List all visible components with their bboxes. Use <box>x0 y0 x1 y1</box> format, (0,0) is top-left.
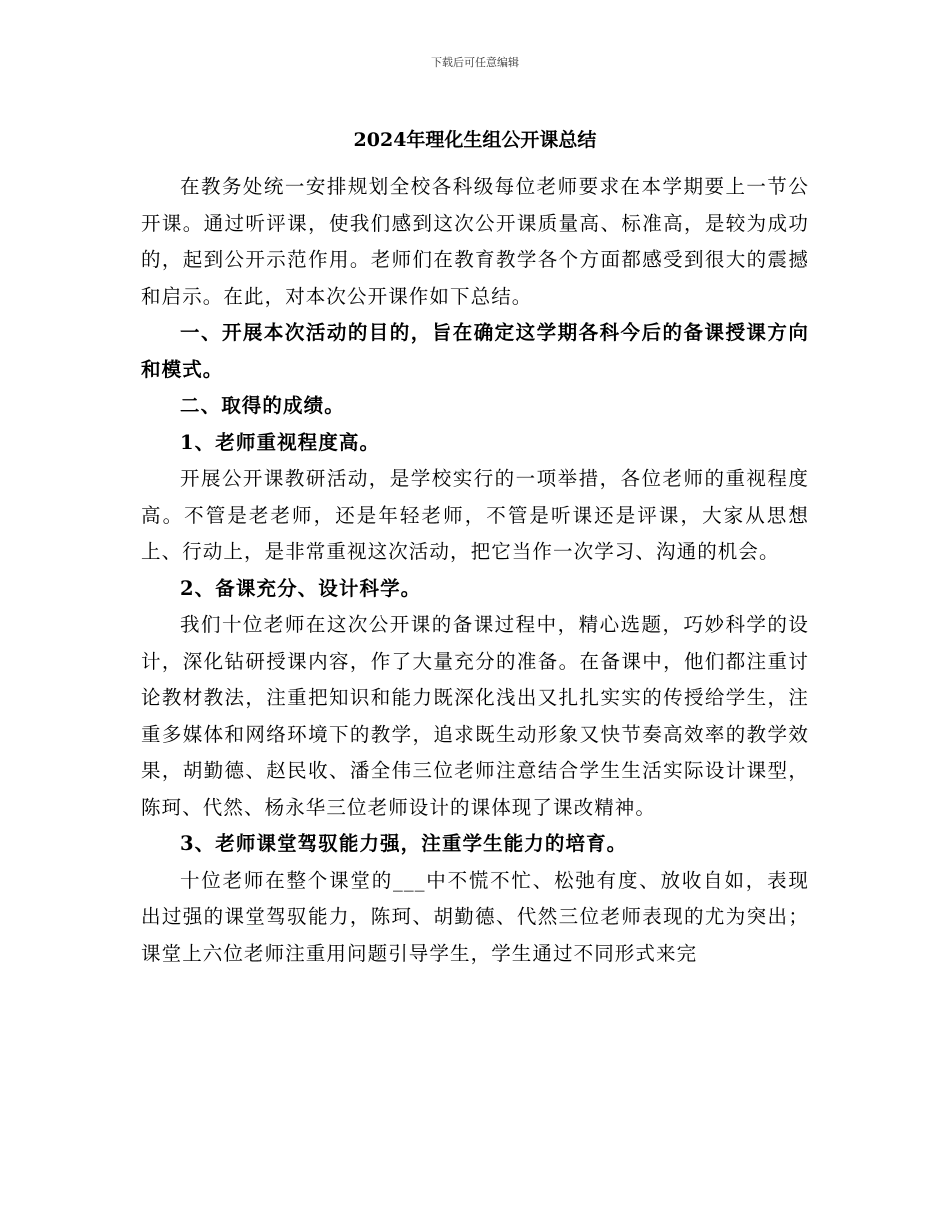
heading-purpose: 一、开展本次活动的目的，旨在确定这学期各科今后的备课授课方向和模式。 <box>141 321 809 381</box>
document-title: 2024年理化生组公开课总结 <box>353 129 597 151</box>
paragraph-intro: 在教务处统一安排规划全校各科级每位老师要求在本学期要上一节公开课。通过听评课，使我们感到这次公开课质量高、标准高，是较为成功的，起到公开示范作用。老师们在教育教学各个方面都感受到很大的震撼和启示。在此，对本次公开课作如下总结。 <box>141 175 809 308</box>
subheading-lesson-preparation: 2、备课充分、设计科学。 <box>180 576 422 600</box>
paragraph-classroom-control: 十位老师在整个课堂的___中不慌不忙、松弛有度、放收自如，表现出过强的课堂驾驭能力，陈珂、胡勤德、代然三位老师表现的尤为突出；课堂上六位老师注重用问题引导学生，学生通过不同形式来完 <box>141 868 809 965</box>
paragraph-teacher-attention: 开展公开课教研活动，是学校实行的一项举措，各位老师的重视程度高。不管是老老师，还是年轻老师，不管是听课还是评课，大家从思想上、行动上，是非常重视这次活动，把它当作一次学习、沟通的机会。 <box>141 467 809 563</box>
heading-achievements: 二、取得的成绩。 <box>180 394 345 417</box>
document-body <box>141 169 809 972</box>
subheading-teacher-attention: 1、老师重视程度高。 <box>180 430 381 454</box>
paragraph-lesson-preparation: 我们十位老师在这次公开课的备课过程中，精心选题，巧妙科学的设计，深化钻研授课内容，作了大量充分的准备。在备课中，他们都注重讨论教材教法，注重把知识和能力既深化浅出又扎扎实实的传授给学生，注重多媒体和网络环境下的教学，追求既生动形象又快节奏高效率的教学效果，胡勤德、赵民收、潘全伟三位老师注意结合学生生活实际设计课型，陈珂、代然、杨永华三位老师设计的课体现了课改精神。 <box>141 613 809 819</box>
page-header-note: 下载后可任意编辑 <box>431 56 519 69</box>
subheading-classroom-control: 3、老师课堂驾驭能力强，注重学生能力的培育。 <box>180 832 628 855</box>
